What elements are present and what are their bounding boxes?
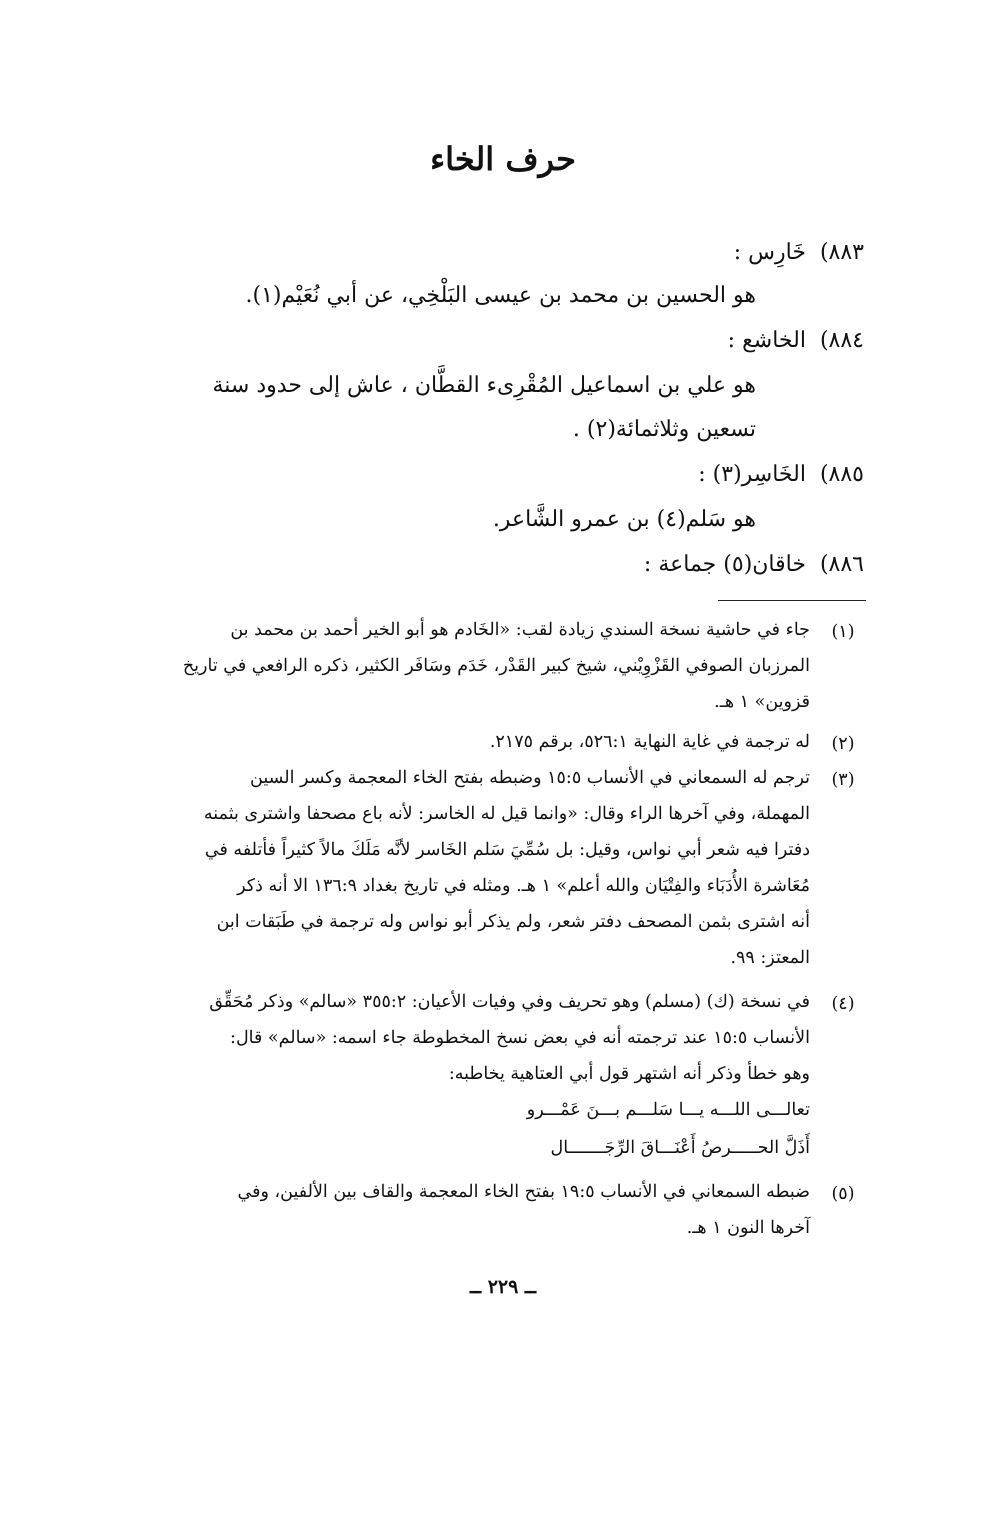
footnote-line: وهو خطأ وذكر أنه اشتهر قول أبي العتاهية يخاطبه: xyxy=(448,1064,810,1084)
entry-number: ٨٨٤) xyxy=(819,328,864,353)
footnote-line: ضبطه السمعاني في الأنساب ١٩:٥ بفتح الخاء المعجمة والقاف بين الألفين، وفي xyxy=(237,1182,810,1202)
footnote-line: ترجم له السمعاني في الأنساب ١٥:٥ وضبطه بفتح الخاء المعجمة وكسر السين xyxy=(250,768,810,788)
entry-title: الخاشع : xyxy=(727,328,806,353)
footnote-line: له ترجمة في غاية النهاية ٥٢٦:١، برقم ٢١٧٥. xyxy=(489,732,810,752)
verse-line-1: تعالـــى اللـــه يـــا سَلـــم بـــنَ عَمْـــرو xyxy=(526,1100,810,1120)
footnote-line: الأنساب ١٥:٥ عند ترجمته أنه في بعض نسخ المخطوطة جاء اسمه: «سالم» قال: xyxy=(230,1028,810,1048)
page-number: ــ ٢٢٩ ــ xyxy=(469,1276,537,1298)
entry-number: ٨٨٣) xyxy=(819,240,864,265)
entry-number: ٨٨٥) xyxy=(819,462,864,487)
footnote-line: أنه اشترى بثمن المصحف دفتر شعر، ولم يذكر أبو نواس وله ترجمة في طَبَقات ابن xyxy=(216,912,810,932)
entry-title: خَارِس : xyxy=(733,240,806,265)
entry-885-head xyxy=(698,462,864,487)
footnote-line: جاء في حاشية نسخة السندي زيادة لقب: «الخَادم هو أبو الخير أحمد بن محمد بن xyxy=(230,620,810,640)
entry-883-body: هو الحسين بن محمد بن عيسى البَلْخِي، عن أبي نُعَيْم(١). xyxy=(245,283,756,308)
entry-886-head xyxy=(644,552,864,577)
footnote-separator xyxy=(718,600,866,601)
entry-number: ٨٨٦) xyxy=(819,552,864,577)
footnote-line: آخرها النون ١ هـ. xyxy=(686,1218,810,1238)
entry-885-body: هو سَلم(٤) بن عمرو الشَّاعر. xyxy=(492,507,756,532)
verse-line-2: أَذَلَّ الحـــــرصُ أَعْنَـــاقَ الرِّجَـــــــال xyxy=(550,1138,810,1158)
footnote-number: (٣) xyxy=(831,770,855,790)
footnote-line: في نسخة (ك) (مسلم) وهو تحريف وفي وفيات الأعيان: ٣٥٥:٢ «سالم» وذكر مُحَقِّق xyxy=(209,992,810,1012)
footnote-line: قزوين» ١ هـ. xyxy=(714,692,810,712)
entry-title: خاقان(٥) جماعة : xyxy=(643,552,806,577)
footnote-line: المهملة، وفي آخرها الراء وقال: «وانما قيل له الخاسر: لأنه باع مصحفا واشترى بثمنه xyxy=(203,804,810,824)
footnote-number: (٤) xyxy=(831,994,855,1014)
footnote-line: المرزبان الصوفي القَزْوِيْني، شيخ كبير القَدْر، خَدَم وسَافَر الكثير، ذكره الرافعي في تاريخ xyxy=(182,656,810,676)
entry-title: الخَاسِر(٣) : xyxy=(698,462,806,487)
footnote-number: (١) xyxy=(831,622,855,642)
footnote-line: دفترا فيه شعر أبي نواس، وقيل: بل سُمِّيَ سَلم الخَاسر لأنَّه مَلَكَ مالاً كثيراً فأتلفه في xyxy=(204,840,810,860)
footnote-line: المعتز: ٩٩. xyxy=(730,948,810,968)
section-heading: حرف الخاء xyxy=(430,140,576,178)
footnote-number: (٢) xyxy=(831,734,855,754)
entry-884-body-line: تسعين وثلاثمائة(٢) . xyxy=(572,417,756,442)
entry-883-head xyxy=(734,240,864,265)
footnote-line: مُعَاشرة الأُدَبَاء والفِتْيَان والله أعلم» ١ هـ. ومثله في تاريخ بغداد ١٣٦:٩ الا أنه ذكر xyxy=(237,876,810,896)
entry-884-body-line: هو علي بن اسماعيل المُقْرِىء القطَّان ، عاش إلى حدود سنة xyxy=(212,373,756,398)
entry-884-head xyxy=(728,328,864,353)
footnote-number: (٥) xyxy=(831,1184,855,1204)
